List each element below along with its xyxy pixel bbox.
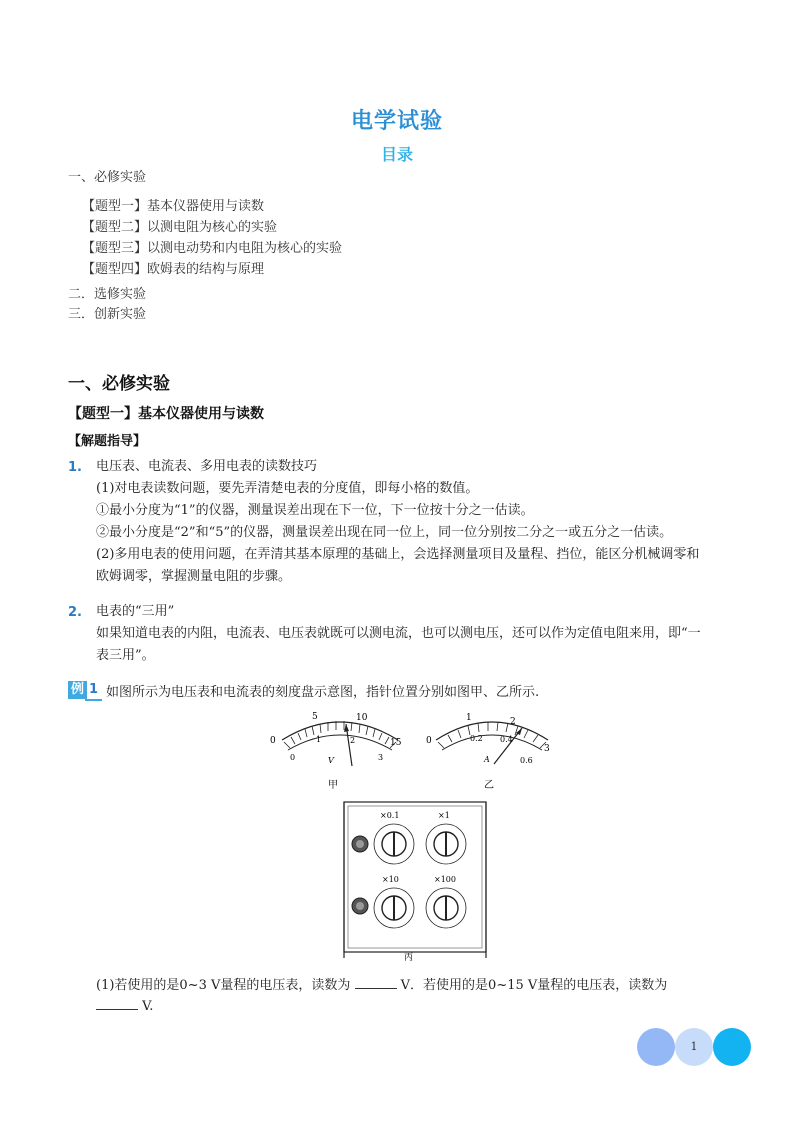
point-2-line: 电表的“三用” <box>96 604 175 619</box>
example-number: 1 <box>85 681 102 701</box>
point-2-text <box>96 601 736 667</box>
ammeter-dial <box>426 713 550 791</box>
ammeter-outer-label: 3 <box>544 744 550 754</box>
page-number: 1 <box>690 1040 698 1053</box>
answer-blank-2[interactable] <box>96 997 138 1010</box>
page-number-badge <box>637 1028 751 1068</box>
resistance-box-caption: 丙 <box>404 953 414 963</box>
point-1-text <box>96 456 736 588</box>
question-1-unit: V. <box>142 999 154 1014</box>
toc-item-3[interactable]: 【题型三】以测电动势和内电阻为核心的实验 <box>82 241 343 256</box>
point-2-number: 2. <box>68 605 82 620</box>
point-2-line: 如果知道电表的内阻，电流表、电压表就既可以测电流，也可以测电压，还可以作为定值电阻来用，即“一 <box>96 626 701 641</box>
ammeter-outer-label: 2 <box>510 717 516 727</box>
knob-label: ×100 <box>434 875 456 884</box>
knob-label: ×0.1 <box>380 811 400 820</box>
toc-heading: 目录 <box>380 145 413 164</box>
ammeter-inner-label: 0.2 <box>470 734 483 743</box>
toc-item-1[interactable]: 【题型一】基本仪器使用与读数 <box>82 199 265 214</box>
voltmeter-inner-label: 2 <box>350 736 356 745</box>
question-1-line-1 <box>96 974 667 993</box>
meter-figure <box>264 706 574 976</box>
question-1-text-b: V．若使用的是0~15 V量程的电压表，读数为 <box>400 978 668 993</box>
ammeter-inner-label: 0.6 <box>520 756 533 765</box>
topic-heading: 【题型一】基本仪器使用与读数 <box>68 406 264 422</box>
point-1-line: 电压表、电流表、多用电表的读数技巧 <box>96 459 318 474</box>
toc-section-3[interactable]: 三．创新实验 <box>68 307 147 322</box>
voltmeter-outer-label: 10 <box>356 713 368 723</box>
toc-section-2[interactable]: 二．选修实验 <box>68 287 147 302</box>
answer-blank-1[interactable] <box>355 976 397 989</box>
point-1-line: (2)多用电表的使用问题，在弄清其基本原理的基础上，会选择测量项目及量程、挡位，能区分机械调零和 <box>96 547 700 562</box>
voltmeter-inner-label: 1 <box>316 735 322 744</box>
voltmeter-inner-label: 3 <box>378 753 384 762</box>
voltmeter-outer-label: 0 <box>270 736 276 746</box>
decor-circle <box>637 1028 675 1066</box>
toc-item-4[interactable]: 【题型四】欧姆表的结构与原理 <box>82 262 265 277</box>
ammeter-unit: A <box>484 755 490 764</box>
question-1-line-2 <box>96 997 153 1014</box>
resistance-box <box>344 802 486 963</box>
example-badge <box>68 681 102 699</box>
voltmeter-unit: V <box>328 756 334 765</box>
point-1-number: 1. <box>68 460 82 475</box>
toc-section-1[interactable]: 一、必修实验 <box>68 170 147 185</box>
decor-circle <box>713 1028 751 1066</box>
point-1-line: ①最小分度为“1”的仪器，测量误差出现在下一位，下一位按十分之一估读。 <box>96 503 534 518</box>
ammeter-caption: 乙 <box>484 780 494 791</box>
question-1-text-a: (1)若使用的是0~3 V量程的电压表，读数为 <box>96 978 351 993</box>
example-text: 如图所示为电压表和电流表的刻度盘示意图，指针位置分别如图甲、乙所示. <box>106 685 540 700</box>
voltmeter-inner-label: 0 <box>290 753 296 762</box>
document-title: 电学试验 <box>350 109 443 134</box>
point-2-line: 表三用”。 <box>96 648 155 663</box>
ammeter-outer-label: 0 <box>426 736 432 746</box>
example-label: 例 <box>68 681 87 699</box>
ammeter-outer-label: 1 <box>466 713 472 723</box>
voltmeter-dial <box>270 712 402 791</box>
section-heading: 一、必修实验 <box>68 374 170 394</box>
knob-label: ×10 <box>382 875 399 884</box>
ammeter-inner-label: 0.4 <box>500 735 513 744</box>
knob-label: ×1 <box>438 811 450 820</box>
point-1-line: 欧姆调零，掌握测量电阻的步骤。 <box>96 569 292 584</box>
voltmeter-outer-label: 15 <box>390 738 402 748</box>
guide-heading: 【解题指导】 <box>68 434 147 449</box>
point-1-line: ②最小分度是“2”和“5”的仪器，测量误差出现在同一位上，同一位分别按二分之一或五分之一估读。 <box>96 525 673 540</box>
voltmeter-outer-label: 5 <box>312 712 318 722</box>
voltmeter-caption: 甲 <box>328 780 338 791</box>
toc-item-2[interactable]: 【题型二】以测电阻为核心的实验 <box>82 220 278 235</box>
point-1-line: (1)对电表读数问题，要先弄清楚电表的分度值，即每小格的数值。 <box>96 481 479 496</box>
